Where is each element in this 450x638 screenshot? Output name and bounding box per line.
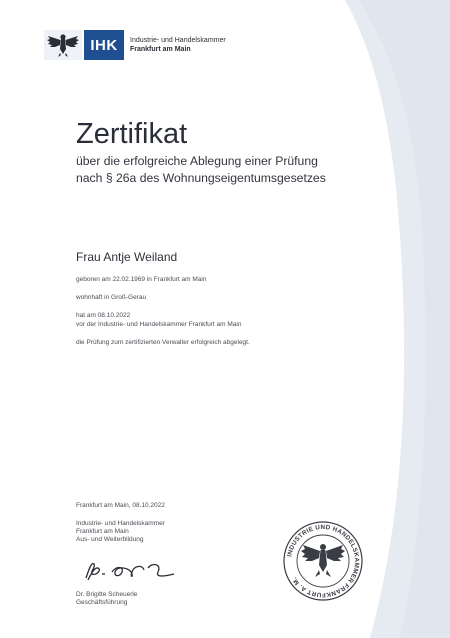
residence-info: wohnhaft in Groß-Gerau <box>76 294 147 301</box>
certificate-subtitle <box>76 153 326 187</box>
org-line-1: Industrie- und Handelskammer <box>130 37 226 44</box>
signer-name: Dr. Brigitte Scheuerle <box>76 591 138 598</box>
passed-date: hat am 08.10.2022 <box>76 312 131 319</box>
logo-abbreviation: IHK <box>84 30 124 60</box>
certificate-title: Zertifikat <box>76 118 188 150</box>
seal-text: INDUSTRIE UND HANDELSKAMMER FRANKFURT A. M. <box>286 523 361 599</box>
issuer-block <box>76 520 165 544</box>
eagle-icon <box>44 30 82 60</box>
exam-statement: die Prüfung zum zertifizierten Verwalter erfolgreich abgelegt. <box>76 339 250 346</box>
ihk-seal-stamp <box>282 520 364 602</box>
subtitle-line-1: über die erfolgreiche Ablegung einer Prüfung <box>76 154 318 168</box>
signer-block <box>76 591 137 607</box>
org-line-2: Frankfurt am Main <box>130 46 191 53</box>
subtitle-line-2: nach § 26a des Wohnungseigentumsgesetzes <box>76 171 326 185</box>
birth-info: geboren am 22.02.1969 in Frankfurt am Main <box>76 276 207 283</box>
logo-org-name <box>130 36 226 54</box>
signer-title: Geschäftsführung <box>76 599 128 606</box>
issuer-line-3: Aus- und Weiterbildung <box>76 536 144 543</box>
place-date: Frankfurt am Main, 08.10.2022 <box>76 502 165 509</box>
passed-before: vor der Industrie- und Handelskammer Frankfurt am Main <box>76 321 242 328</box>
issuer-line-2: Frankfurt am Main <box>76 528 129 535</box>
seal-eagle-icon <box>301 544 345 577</box>
exam-date-info <box>76 311 241 329</box>
ihk-logo <box>44 30 226 60</box>
issuer-line-1: Industrie- und Handelskammer <box>76 520 165 527</box>
signature <box>82 558 182 584</box>
recipient-name: Frau Antje Weiland <box>76 250 178 264</box>
